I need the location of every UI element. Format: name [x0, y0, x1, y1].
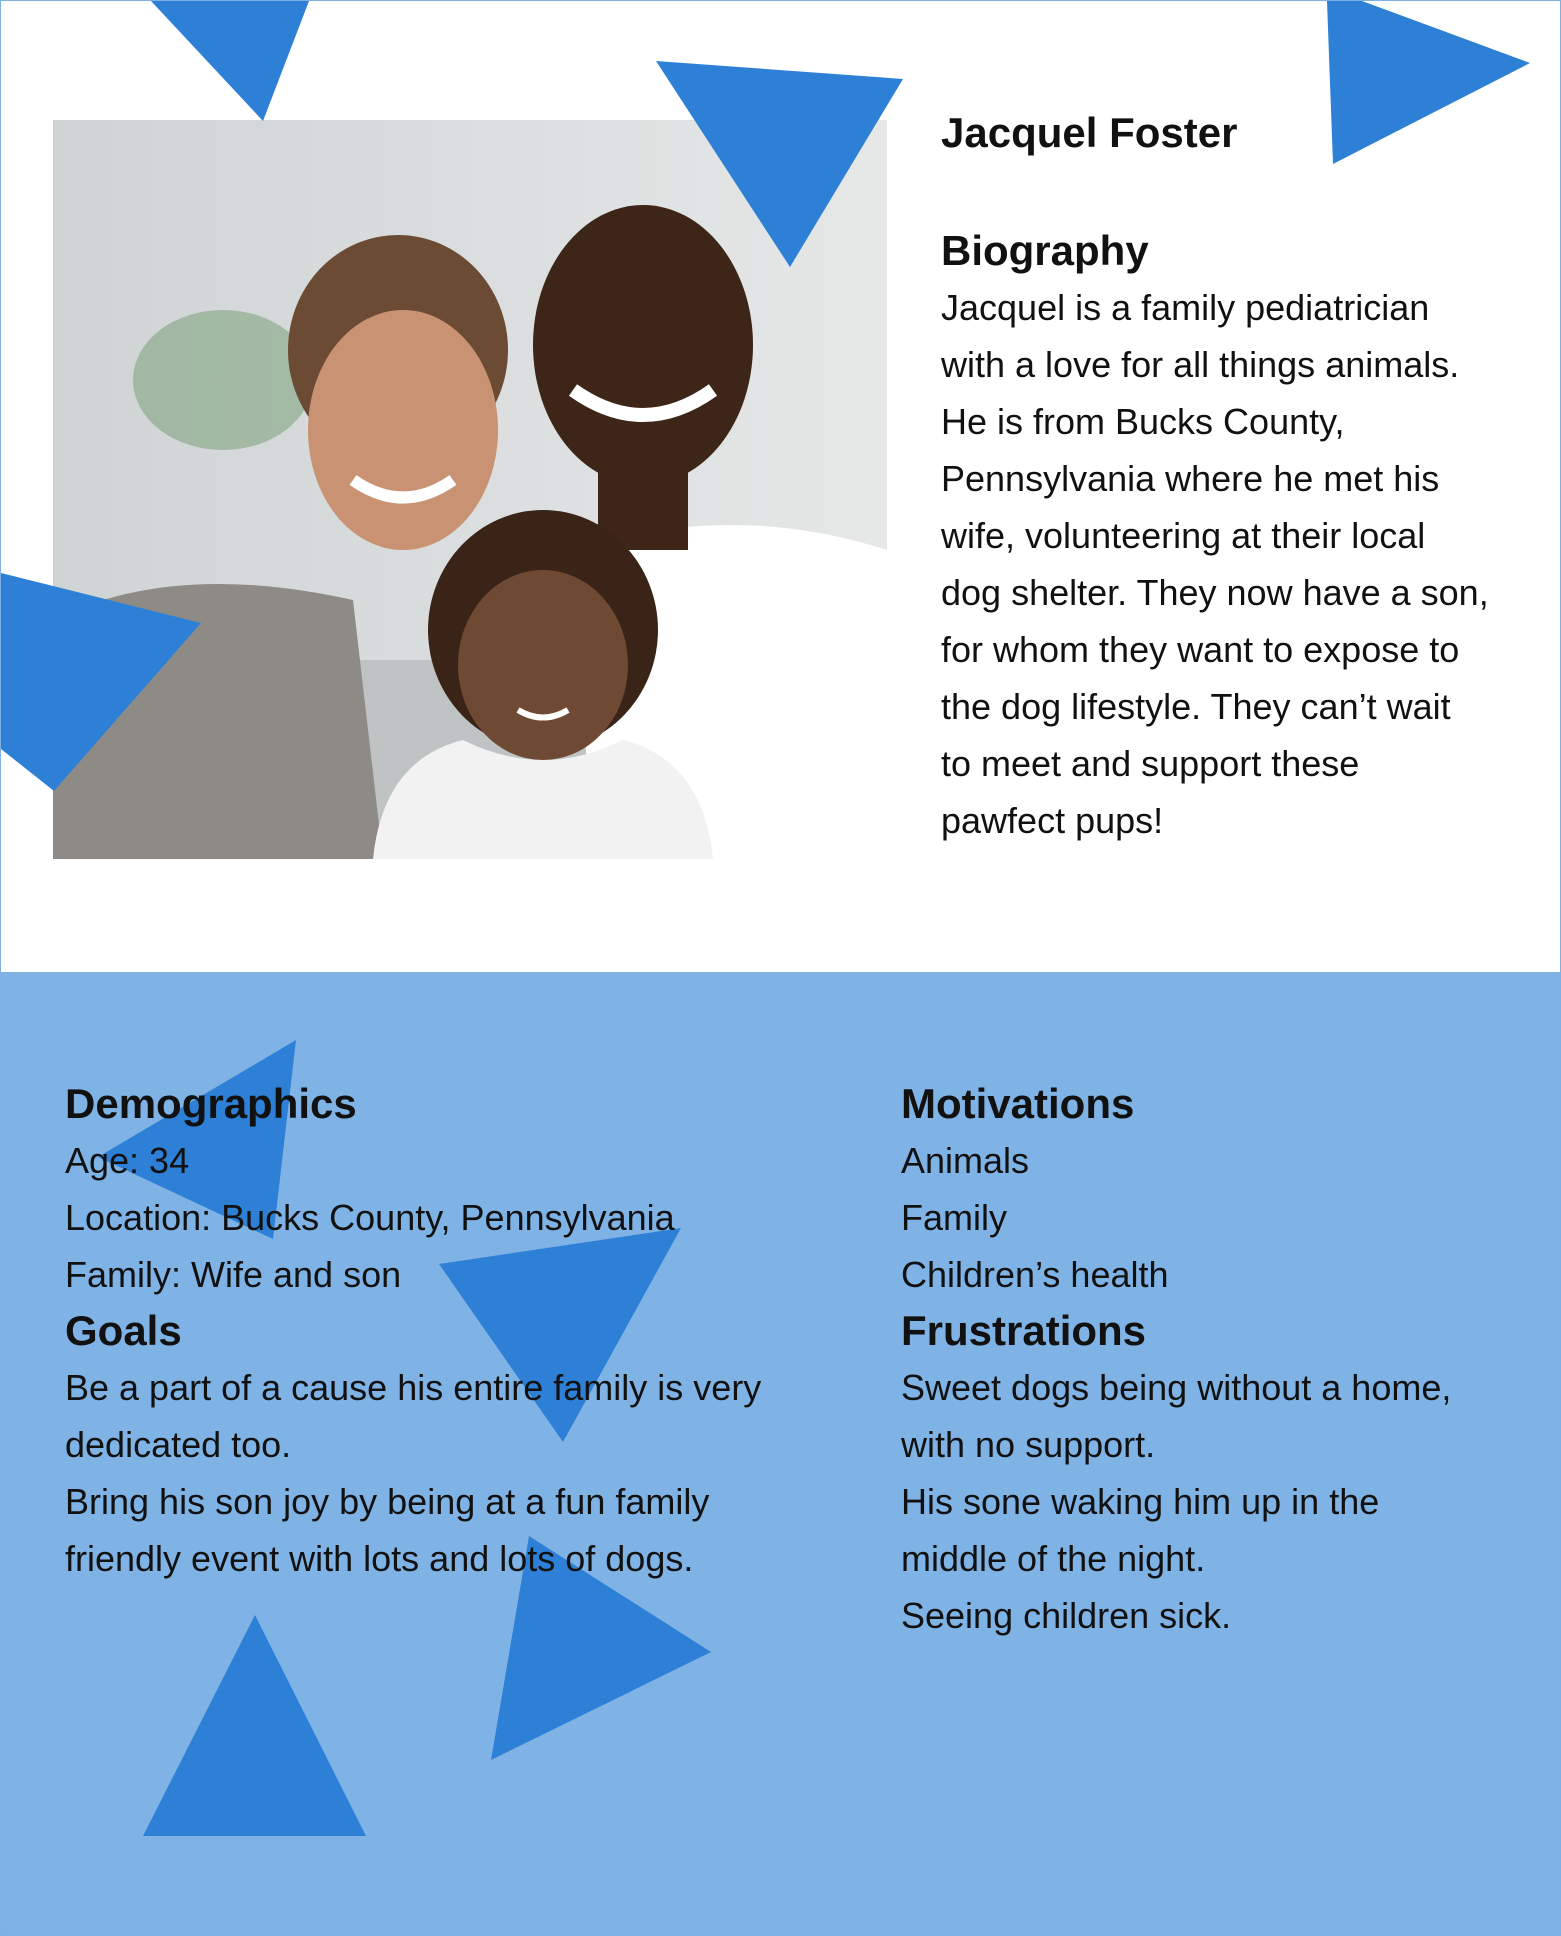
goals-line: dedicated too. [65, 1424, 292, 1465]
motivations-item: Children’s health [901, 1254, 1169, 1295]
biography-line: for whom they want to expose to [941, 629, 1460, 670]
motivations-frustrations-column [901, 1076, 1541, 1644]
biography-line: with a love for all things animals. [941, 344, 1460, 385]
biography-line: Jacquel is a family pediatrician [941, 287, 1430, 328]
triangle-shape [656, 61, 903, 267]
frustrations-line: with no support. [901, 1424, 1156, 1465]
demographics-heading: Demographics [65, 1080, 357, 1127]
biography-line: to meet and support these [941, 743, 1360, 784]
goals-line: friendly event with lots and lots of dogs. [65, 1538, 694, 1579]
demographics-item: Location: Bucks County, Pennsylvania [65, 1197, 675, 1238]
goals-line: Be a part of a cause his entire family is very [65, 1367, 762, 1408]
goals-heading: Goals [65, 1307, 182, 1354]
biography-line: wife, volunteering at their local [941, 515, 1426, 556]
frustrations-heading: Frustrations [901, 1307, 1147, 1354]
triangle-shape [143, 1615, 366, 1836]
biography-line: He is from Bucks County, [941, 401, 1345, 442]
motivations-list [901, 1132, 1541, 1303]
biography-heading: Biography [941, 227, 1149, 274]
motivations-item: Family [901, 1197, 1007, 1238]
triangle-shape [151, 1, 309, 121]
frustrations-line: Sweet dogs being without a home, [901, 1367, 1452, 1408]
goals-text [65, 1359, 845, 1587]
biography-text [941, 279, 1531, 849]
demographics-goals-column [65, 1076, 845, 1587]
motivations-heading: Motivations [901, 1080, 1135, 1127]
frustrations-text [901, 1359, 1541, 1644]
demographics-list [65, 1132, 845, 1303]
triangle-shape [1327, 1, 1530, 164]
biography-section [941, 223, 1531, 849]
demographics-item: Age: 34 [65, 1140, 190, 1181]
biography-line: the dog lifestyle. They can’t wait [941, 686, 1451, 727]
biography-line: pawfect pups! [941, 800, 1164, 841]
motivations-item: Animals [901, 1140, 1030, 1181]
frustrations-line: His sone waking him up in the [901, 1481, 1380, 1522]
biography-line: Pennsylvania where he met his [941, 458, 1440, 499]
frustrations-line: Seeing children sick. [901, 1595, 1232, 1636]
persona-name: Jacquel Foster [941, 109, 1238, 156]
triangle-shape [1, 573, 201, 791]
biography-line: dog shelter. They now have a son, [941, 572, 1489, 613]
goals-line: Bring his son joy by being at a fun family [65, 1481, 710, 1522]
demographics-item: Family: Wife and son [65, 1254, 402, 1295]
frustrations-line: middle of the night. [901, 1538, 1206, 1579]
